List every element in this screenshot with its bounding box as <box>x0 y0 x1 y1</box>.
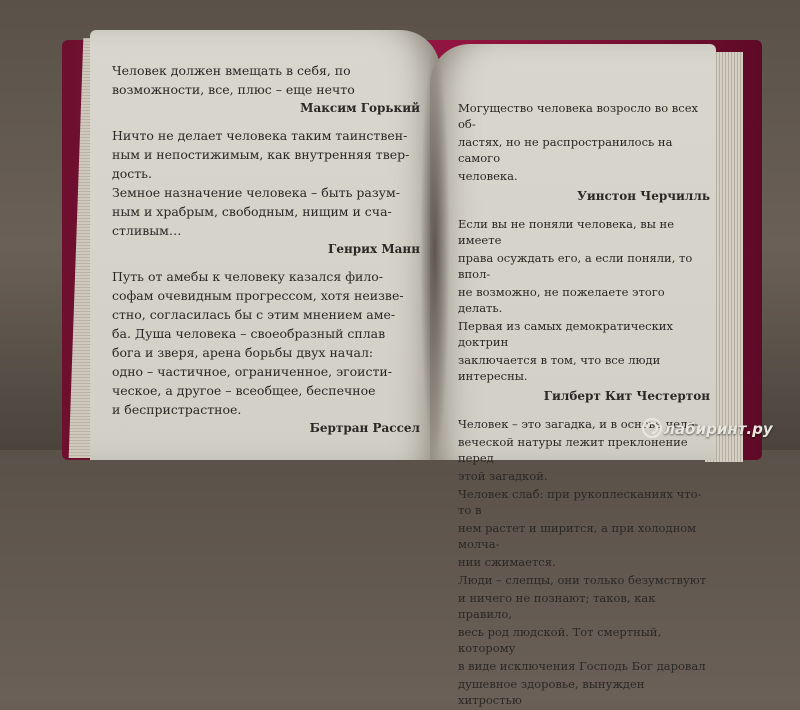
quote-line: одно – частичное, ограниченное, эгоисти- <box>112 364 392 379</box>
quote-line: не возможно, не пожелаете этого делать. <box>458 285 665 315</box>
quote-block <box>458 100 710 204</box>
quote-line: нем растет и ширится, а при холодном молча- <box>458 521 697 551</box>
quote-author: Бертран Рассел <box>309 421 420 435</box>
quote-line: Человек – это загадка, и в основе чело- <box>458 417 699 431</box>
quote-line: заключается в том, что все люди интересны. <box>458 353 661 383</box>
quote-line: и ничего не познают; таков, как правило, <box>458 591 656 621</box>
site-watermark: лабиринт.ру <box>664 420 773 438</box>
quote-line: возможности, все, плюс – еще нечто <box>112 82 355 97</box>
quote-block <box>112 268 420 437</box>
quote-line: ческое, а другое – всеобщее, беспечное <box>112 383 376 398</box>
book-gutter-shadow <box>420 40 450 460</box>
quote-line: Человек слаб: при рукоплесканиях что-то в <box>458 487 702 517</box>
quote-line: в виде исключения Господь Бог даровал <box>458 659 706 673</box>
quote-block <box>458 216 710 404</box>
labirint-logo-icon <box>641 417 663 439</box>
right-page-text <box>458 100 710 710</box>
quote-line: этой загадкой. <box>458 469 548 483</box>
quote-line: душевное здоровье, вынужден хитростью <box>458 677 645 707</box>
quote-line: человека. <box>458 169 518 183</box>
quote-line: Ничто не делает человека таким таинствен- <box>112 128 408 143</box>
quote-line: стливым… <box>112 223 182 238</box>
quote-line: Могущество человека возросло во всех об- <box>458 101 699 131</box>
quote-line: Земное назначение человека – быть разум- <box>112 185 400 200</box>
quote-line: ным и непостижимым, как внутренняя твер- <box>112 147 410 162</box>
quote-line: стно, согласилась бы с этим мнением аме- <box>112 307 396 322</box>
quote-line: ба. Душа человека – своеобразный сплав <box>112 326 386 341</box>
quote-line: Человек должен вмещать в себя, по <box>112 63 351 78</box>
quote-line: весь род людской. Тот смертный, которому <box>458 625 662 655</box>
quote-line: Если вы не поняли человека, вы не имеете <box>458 217 675 247</box>
quote-block <box>112 62 420 117</box>
quote-line: права осуждать его, а если поняли, то впол- <box>458 251 693 281</box>
quote-line: ластях, но не распространилось на самого <box>458 135 673 165</box>
quote-author: Уинстон Черчилль <box>577 189 710 203</box>
quote-author: Гилберт Кит Честертон <box>543 389 710 403</box>
quote-line: веческой натуры лежит преклонение перед <box>458 435 688 465</box>
left-page-text <box>112 62 420 447</box>
quote-line: Путь от амебы к человеку казался фило- <box>112 269 384 284</box>
quote-line: Люди – слепцы, они только безумствуют <box>458 573 707 587</box>
quote-line: дость. <box>112 166 152 181</box>
quote-author: Максим Горький <box>300 101 420 115</box>
quote-line: и беспристрастное. <box>112 402 242 417</box>
quote-line: нии сжимается. <box>458 555 556 569</box>
quote-line: Первая из самых демократических доктрин <box>458 319 673 349</box>
quote-line: бога и зверя, арена борьбы двух начал: <box>112 345 374 360</box>
quote-line: ным и храбрым, свободным, нищим и сча- <box>112 204 392 219</box>
quote-author: Генрих Манн <box>328 242 420 256</box>
quote-block <box>112 127 420 258</box>
quote-block <box>458 416 710 708</box>
quote-line: софам очевидным прогрессом, хотя неизве- <box>112 288 404 303</box>
